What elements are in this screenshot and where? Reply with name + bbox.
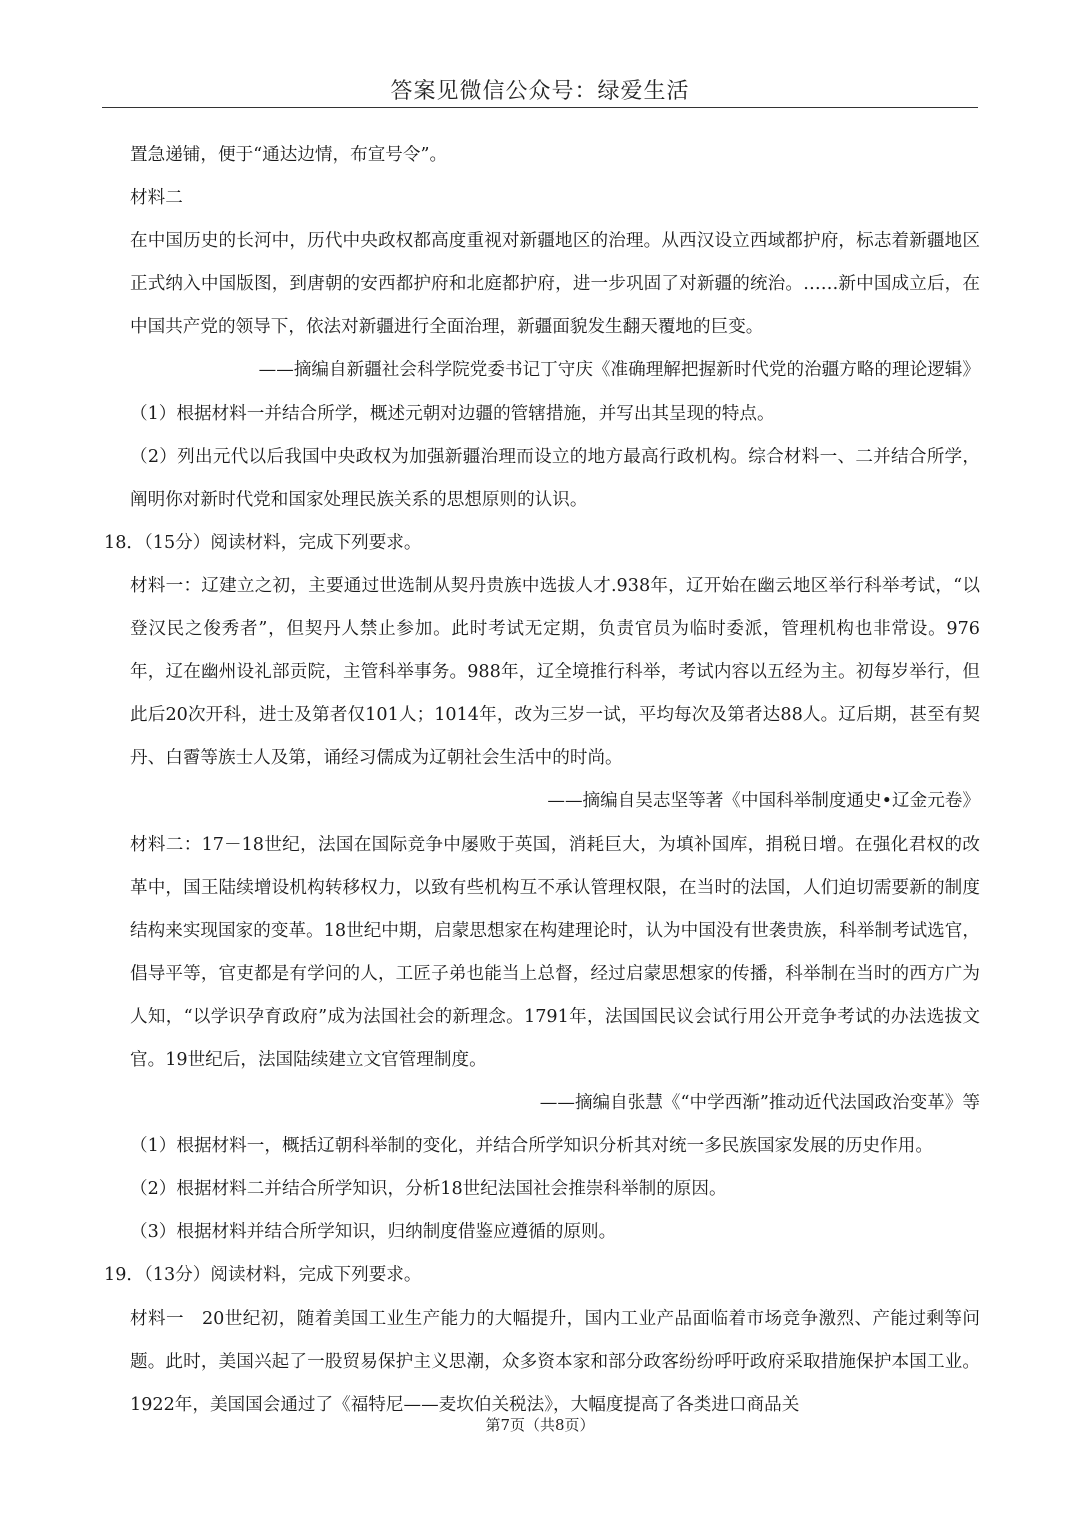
question-heading: 18．（15分）阅读材料，完成下列要求。 [104,532,422,553]
citation: ——摘编自吴志坚等著《中国科举制度通史•辽金元卷》 [547,791,980,812]
question-item: （1）根据材料一，概括辽朝科举制的变化，并结合所学知识分析其对统一多民族国家发展的历史作用。 [130,1136,933,1157]
question-heading: 19．（13分）阅读材料，完成下列要求。 [104,1265,422,1286]
question-item: （3）根据材料并结合所学知识，归纳制度借鉴应遵循的原则。 [130,1222,617,1243]
question-item: （2）列出元代以后我国中央政权为加强新疆治理而设立的地方最高行政机构。综合材料一、二并结合所学，阐明你对新时代党和国家处理民族关系的思想原则的认识。 [130,446,980,510]
material-paragraph: 材料一 20世纪初，随着美国工业生产能力的大幅提升，国内工业产品面临着市场竞争激烈、产能过剩等问题。此时，美国兴起了一股贸易保护主义思潮，众多资本家和部分政客纷纷呼吁政府采取措施保护本国工业。1922年，美国国会通过了《福特尼——麦坎伯关税法》，大幅度提高了各类进口商品关 [130,1308,980,1415]
page-header: 答案见微信公众号：绿爱生活 [390,79,690,104]
question-item: （1）根据材料一并结合所学，概述元朝对边疆的管辖措施，并写出其呈现的特点。 [130,403,775,424]
page-content [104,134,980,1427]
material-paragraph: 材料二：17－18世纪，法国在国际竞争中屡败于英国，消耗巨大，为填补国库，捐税日增。在强化君权的改革中，国王陆续增设机构转移权力，以致有些机构互不承认管理权限，在当时的法国，人们迫切需要新的制度结构来实现国家的变革。18世纪中期，启蒙思想家在构建理论时，认为中国没有世袭贵族，科举制考试选官，倡导平等，官吏都是有学问的人，工匠子弟也能当上总督，经过启蒙思想家的传播，科举制在当时的西方广为人知，“以学识孕育政府”成为法国社会的新理念。1791年，法国国民议会试行用公开竞争考试的办法选拔文官。19世纪后，法国陆续建立文官管理制度。 [130,834,980,1070]
citation: ——摘编自新疆社会科学院党委书记丁守庆《准确理解把握新时代党的治疆方略的理论逻辑》 [258,360,980,381]
material-paragraph: 在中国历史的长河中，历代中央政权都高度重视对新疆地区的治理。从西汉设立西域都护府，标志着新疆地区正式纳入中国版图，到唐朝的安西都护府和北庭都护府，进一步巩固了对新疆的统治。……新中国成立后，在中国共产党的领导下，依法对新疆进行全面治理，新疆面貌发生翻天覆地的巨变。 [130,231,980,338]
citation: ——摘编自张慧《“中学西渐”推动近代法国政治变革》等 [539,1093,980,1114]
material-paragraph: 材料一：辽建立之初，主要通过世选制从契丹贵族中选拔人才.938年，辽开始在幽云地区举行科举考试，“以登汉民之俊秀者”，但契丹人禁止参加。此时考试无定期，负责官员为临时委派，管理机构也非常设。976年，辽在幽州设礼部贡院，主管科举事务。988年，辽全境推行科举，考试内容以五经为主。初每岁举行，但此后20次开科，进士及第者仅101人；1014年，改为三岁一试，平均每次及第者达88人。辽后期，甚至有契丹、白霫等族士人及第，诵经习儒成为辽朝社会生活中的时尚。 [130,575,980,769]
material-heading: 材料二 [130,188,183,209]
question-item: （2）根据材料二并结合所学知识，分析18世纪法国社会推崇科举制的原因。 [130,1179,727,1200]
header-divider [102,107,978,108]
text-line: 置急递铺，便于“通达边情，布宣号令”。 [130,145,448,165]
page-footer: 第7页（共8页） [485,1416,595,1434]
